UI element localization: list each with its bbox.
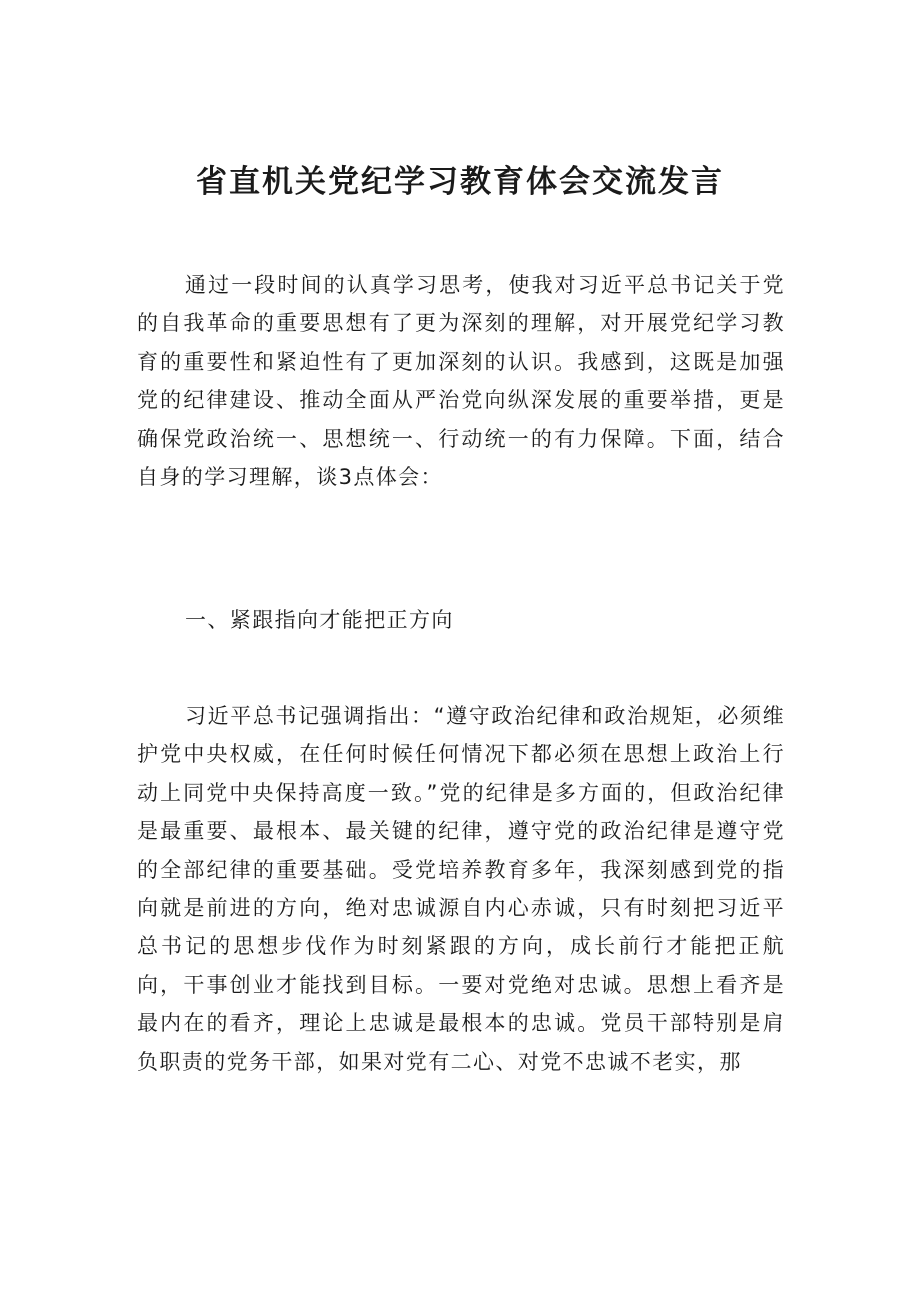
intro-paragraph: 通过一段时间的认真学习思考，使我对习近平总书记关于党的自我革命的重要思想有了更为深刻的理解，对开展党纪学习教育的重要性和紧迫性有了更加深刻的认识。我感到，这既是加强党的纪律建设、推动全面从严治党向纵深发展的重要举措，更是确保党政治统一、思想统一、行动统一的有力保障。下面，结合自身的学习理解，谈3点体会：: [137, 273, 785, 490]
body-paragraph: 习近平总书记强调指出：“遵守政治纪律和政治规矩，必须维护党中央权威，在任何时候任何情况下都必须在思想上政治上行动上同党中央保持高度一致。”党的纪律是多方面的，但政治纪律是最重要、最根本、最关键的纪律，遵守党的政治纪律是遵守党的全部纪律的重要基础。受党培养教育多年，我深刻感到党的指向就是前进的方向，绝对忠诚源自内心赤诚，只有时刻把习近平总书记的思想步伐作为时刻紧跟的方向，成长前行才能把正航向，干事创业才能找到目标。一要对党绝对忠诚。思想上看齐是最内在的看齐，理论上忠诚是最根本的忠诚。党员干部特别是肩负职责的党务干部，如果对党有二心、对党不忠诚不老实，那: [137, 704, 785, 1074]
section-heading: 一、紧跟指向才能把正方向: [185, 608, 454, 632]
document-title: 省直机关党纪学习教育体会交流发言: [196, 163, 724, 200]
